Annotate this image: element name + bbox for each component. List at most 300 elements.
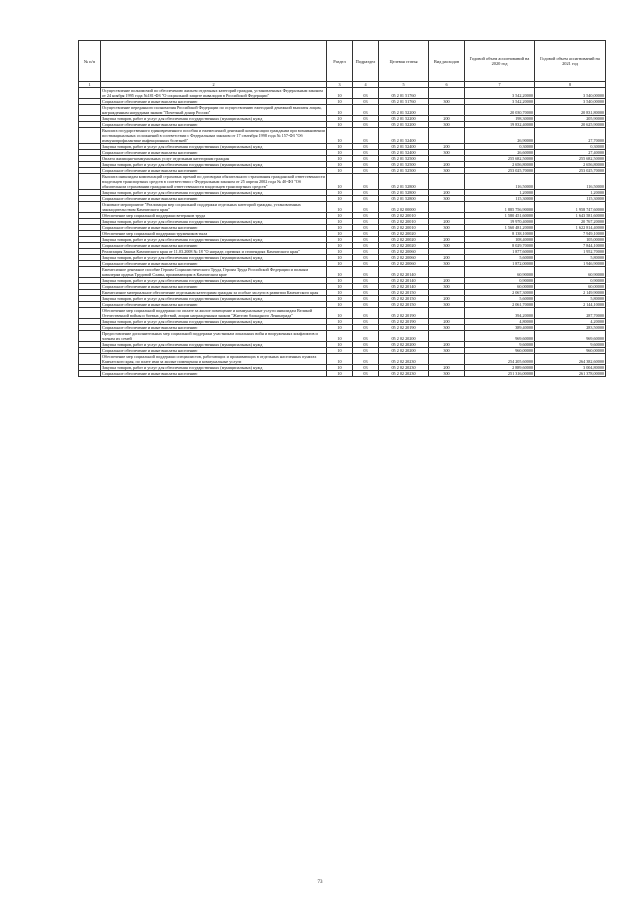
podrazdel-cell: 03 (353, 122, 379, 128)
podrazdel-cell: 03 (353, 128, 379, 144)
amount-2021-cell: 960,00000 (535, 348, 606, 354)
podrazdel-cell: 03 (353, 296, 379, 302)
vr-cell: 200 (429, 278, 465, 284)
row-name-cell: Выплата инвалидам компенсаций страховых премий по договорам обязательного страхования гражданской ответственности владельцев транспортных средств в соответствии с Федеральным законом от 25 апреля 2002 года № 40-ФЗ "Об обязательном страховании гражданской ответственности владельцев транспортных средств" (102, 174, 325, 189)
razdel-cell: 10 (327, 144, 353, 150)
podrazdel-cell: 03 (353, 225, 379, 231)
podrazdel-cell: 03 (353, 365, 379, 371)
row-name-cell: Социальное обеспечение и иные выплаты населению (101, 122, 327, 128)
column-number: 8 (535, 82, 606, 88)
budget-table-page (78, 40, 605, 377)
vr-cell: 200 (429, 296, 465, 302)
amount-2021-cell: 105,00000 (535, 237, 606, 243)
vr-cell: 300 (429, 302, 465, 308)
table-row (79, 128, 606, 144)
amount-2020-cell: 60,90000 (465, 267, 535, 278)
amount-2020-cell: 255 682,50000 (465, 156, 535, 162)
csr-cell: 05 2 01 52800 (379, 196, 429, 202)
amount-2021-cell: 1 643 581,60000 (535, 213, 606, 219)
table-row (79, 105, 606, 116)
amount-2021-cell: 27,40000 (535, 150, 606, 156)
csr-cell: 05 2 02 20200 (379, 342, 429, 348)
podrazdel-cell: 03 (353, 255, 379, 261)
csr-cell: 05 2 02 20150 (379, 296, 429, 302)
csr-cell: 05 2 02 20150 (379, 290, 429, 296)
csr-cell: 05 2 02 20140 (379, 267, 429, 278)
table-row (79, 202, 606, 213)
vr-cell: 300 (429, 99, 465, 105)
column-number: 1 (79, 82, 101, 88)
amount-2021-cell: 287,70000 (535, 308, 606, 319)
amount-2021-cell: 969,60000 (535, 331, 606, 342)
row-name-cell: Предоставление дополнительных мер социальной поддержки участникам локальных войн и вооруженных конфликтов и членам их семей (101, 331, 327, 342)
row-number-cell (79, 371, 101, 377)
amount-2020-cell: 116,50000 (465, 174, 535, 190)
podrazdel-cell: 03 (353, 174, 379, 190)
csr-cell: 05 2 01 51760 (379, 88, 429, 99)
amount-2021-cell: 7 949,10000 (535, 231, 606, 237)
vr-cell: 200 (429, 144, 465, 150)
razdel-cell: 10 (327, 168, 353, 174)
row-name-cell: Закупка товаров, работ и услуг для обеспечения государственных (муниципальных) нужд (101, 237, 327, 243)
vr-cell (429, 105, 465, 116)
vr-cell: 200 (429, 237, 465, 243)
amount-2021-cell: 261 378,00000 (535, 371, 606, 377)
csr-cell: 05 2 02 20140 (379, 284, 429, 290)
vr-cell: 300 (429, 225, 465, 231)
col-num-header: № п/п (79, 41, 101, 82)
row-number-cell (79, 174, 101, 190)
csr-cell: 05 2 01 52200 (379, 122, 429, 128)
table-row (79, 331, 606, 342)
amount-2020-cell: 26,90000 (465, 128, 535, 144)
razdel-cell: 10 (327, 249, 353, 255)
csr-cell: 05 2 02 20190 (379, 325, 429, 331)
podrazdel-cell: 03 (353, 261, 379, 267)
csr-cell: 05 2 02 20190 (379, 308, 429, 319)
amount-2021-cell: 255 682,50000 (535, 156, 606, 162)
podrazdel-cell: 03 (353, 190, 379, 196)
amount-2020-cell: 3 542,20000 (465, 88, 535, 99)
podrazdel-cell: 03 (353, 249, 379, 255)
podrazdel-cell: 03 (353, 278, 379, 284)
row-name-cell: Социальное обеспечение и иные выплаты населению (101, 99, 327, 105)
amount-2021-cell: 0,90000 (535, 278, 606, 284)
csr-cell: 05 2 01 52200 (379, 105, 429, 116)
vr-cell: 300 (429, 348, 465, 354)
razdel-cell: 10 (327, 354, 353, 365)
table-row (79, 267, 606, 278)
amount-2021-cell: 3 540,00000 (535, 99, 606, 105)
col-name-header (101, 41, 327, 82)
razdel-cell: 10 (327, 342, 353, 348)
amount-2021-cell: 205,90000 (535, 116, 606, 122)
amount-2021-cell: 2 144,10000 (535, 302, 606, 308)
csr-cell: 05 2 02 20140 (379, 278, 429, 284)
row-number-cell (79, 331, 101, 342)
amount-2020-cell: 19 832,40000 (465, 122, 535, 128)
row-name-cell: Закупка товаров, работ и услуг для обеспечения государственных (муниципальных) нужд (101, 190, 327, 196)
vr-cell (429, 354, 465, 365)
razdel-cell: 10 (327, 202, 353, 213)
amount-2020-cell: 3 542,20000 (465, 99, 535, 105)
row-name-cell: Оплата жилищно-коммунальных услуг отдельным категориям граждан (101, 156, 327, 162)
amount-2021-cell: 5,80000 (535, 296, 606, 302)
razdel-cell: 10 (327, 99, 353, 105)
podrazdel-cell: 03 (353, 331, 379, 342)
amount-2021-cell: 264 382,60000 (535, 354, 606, 365)
row-number-cell (79, 128, 101, 144)
vr-cell (429, 202, 465, 213)
podrazdel-cell: 03 (353, 348, 379, 354)
razdel-cell: 10 (327, 190, 353, 196)
row-number-cell (79, 267, 101, 278)
amount-2021-cell: 1 946,90000 (535, 261, 606, 267)
amount-2020-cell: 4,80000 (465, 319, 535, 325)
row-name-cell: Закупка товаров, работ и услуг для обеспечения государственных (муниципальных) нужд (101, 219, 327, 225)
razdel-cell: 10 (327, 331, 353, 342)
table-row (79, 174, 606, 190)
razdel-cell: 10 (327, 278, 353, 284)
row-name-cell: Основное мероприятие "Реализация мер социальной поддержки отдельных категорий граждан, установленных законодательством Камчатского края" (101, 202, 327, 213)
csr-cell: 05 2 02 20190 (379, 319, 429, 325)
csr-cell: 05 2 01 52500 (379, 156, 429, 162)
row-name-cell: Обеспечение мер социальной поддержки тружеников тыла (101, 231, 327, 237)
amount-2020-cell: 20 030,70000 (465, 105, 535, 116)
row-name-cell: Реализация Закона Камчатского края от 11.03.2008 № 18 "О награде, премиях и стипендиях Камчатского края" (101, 249, 327, 255)
amount-2020-cell: 9,60000 (465, 342, 535, 348)
razdel-cell: 10 (327, 302, 353, 308)
amount-2020-cell: 5,60000 (465, 296, 535, 302)
razdel-cell: 10 (327, 128, 353, 144)
row-number-cell (79, 88, 101, 99)
razdel-cell: 10 (327, 261, 353, 267)
razdel-cell: 10 (327, 325, 353, 331)
podrazdel-cell: 03 (353, 284, 379, 290)
column-number: 5 (379, 82, 429, 88)
razdel-cell: 10 (327, 237, 353, 243)
row-name-cell: Социальное обеспечение и иные выплаты населению (101, 225, 327, 231)
csr-cell: 05 2 02 20060 (379, 249, 429, 255)
amount-2020-cell: 2 061,70000 (465, 302, 535, 308)
amount-2021-cell: 1 622 814,40000 (535, 225, 606, 231)
razdel-cell: 10 (327, 348, 353, 354)
csr-cell: 05 2 01 52800 (379, 174, 429, 190)
csr-cell: 05 2 02 20200 (379, 331, 429, 342)
table-row (79, 354, 606, 365)
razdel-cell: 10 (327, 225, 353, 231)
razdel-cell: 10 (327, 219, 353, 225)
podrazdel-cell: 03 (353, 105, 379, 116)
table-row (79, 88, 606, 99)
csr-cell: 05 2 02 20020 (379, 237, 429, 243)
vr-cell (429, 88, 465, 99)
vr-cell: 300 (429, 371, 465, 377)
podrazdel-cell: 03 (353, 354, 379, 365)
podrazdel-cell: 03 (353, 302, 379, 308)
vr-cell: 300 (429, 122, 465, 128)
vr-cell: 200 (429, 190, 465, 196)
csr-cell: 05 2 02 20060 (379, 255, 429, 261)
vr-cell: 300 (429, 150, 465, 156)
razdel-cell: 10 (327, 105, 353, 116)
razdel-cell: 10 (327, 162, 353, 168)
row-name-cell: Ежемесячное материальное обеспечение отдельным категориям граждан за особые заслуги в развитии Камчатского края (101, 290, 327, 296)
amount-2020-cell: 2 889,60000 (465, 365, 535, 371)
podrazdel-cell: 03 (353, 150, 379, 156)
podrazdel-cell: 03 (353, 116, 379, 122)
amount-2020-cell: 1 580 451,60000 (465, 213, 535, 219)
col-razdel-header: Раздел (327, 41, 353, 82)
amount-2020-cell: 5,60000 (465, 255, 535, 261)
podrazdel-cell: 03 (353, 290, 379, 296)
amount-2020-cell: 1,20000 (465, 190, 535, 196)
row-name-cell: Закупка товаров, работ и услуг для обеспечения государственных (муниципальных) нужд (101, 116, 327, 122)
amount-2020-cell: 19 970,40000 (465, 219, 535, 225)
vr-cell (429, 308, 465, 319)
vr-cell: 200 (429, 255, 465, 261)
podrazdel-cell: 03 (353, 371, 379, 377)
amount-2021-cell: 7 844,10000 (535, 243, 606, 249)
razdel-cell: 10 (327, 88, 353, 99)
csr-cell: 05 2 01 52800 (379, 190, 429, 196)
razdel-cell: 10 (327, 284, 353, 290)
amount-2020-cell: 254 205,60000 (465, 354, 535, 365)
amount-2021-cell: 2 149,90000 (535, 290, 606, 296)
amount-2020-cell: 1 560 481,20000 (465, 225, 535, 231)
csr-cell: 05 2 01 52500 (379, 168, 429, 174)
vr-cell: 200 (429, 116, 465, 122)
csr-cell: 05 2 02 00000 (379, 202, 429, 213)
vr-cell (429, 174, 465, 190)
razdel-cell: 10 (327, 174, 353, 190)
csr-cell: 05 2 01 52200 (379, 116, 429, 122)
podrazdel-cell: 03 (353, 243, 379, 249)
razdel-cell: 10 (327, 290, 353, 296)
table-row (79, 371, 606, 377)
row-name-cell: Социальное обеспечение и иные выплаты населению (101, 168, 327, 174)
row-name-cell: Социальное обеспечение и иные выплаты населению (101, 261, 327, 267)
podrazdel-cell: 03 (353, 342, 379, 348)
row-name-cell: Социальное обеспечение и иные выплаты населению (101, 325, 327, 331)
amount-2021-cell: 2 656,80000 (535, 162, 606, 168)
row-name-cell: Осуществление полномочий по обеспечению жильем отдельных категорий граждан, установленных Федеральным законом от 24 ноября 1995 года №181-ФЗ "О социальной защите инвалидов в Российской Федерации" (101, 88, 327, 99)
table-row (79, 308, 606, 319)
csr-cell: 05 2 02 20200 (379, 348, 429, 354)
amount-2020-cell: 1 885 756,90000 (465, 202, 535, 213)
amount-2021-cell: 0,30000 (535, 144, 606, 150)
amount-2021-cell: 20 831,80000 (535, 105, 606, 116)
row-name-cell: Социальное обеспечение и иные выплаты населению (101, 284, 327, 290)
csr-cell: 05 2 02 20230 (379, 354, 429, 365)
amount-2021-cell: 115,30000 (535, 196, 606, 202)
razdel-cell: 10 (327, 308, 353, 319)
podrazdel-cell: 03 (353, 99, 379, 105)
csr-cell: 05 2 02 20230 (379, 371, 429, 377)
row-name-cell: Закупка товаров, работ и услуг для обеспечения государственных (муниципальных) нужд (101, 365, 327, 371)
col-vr-header: Вид расходов (429, 41, 465, 82)
amount-2020-cell: 0,30000 (465, 144, 535, 150)
vr-cell: 300 (429, 168, 465, 174)
row-name-cell: Социальное обеспечение и иные выплаты населению (101, 243, 327, 249)
csr-cell: 05 2 01 51760 (379, 99, 429, 105)
amount-2020-cell: 251 316,00000 (465, 371, 535, 377)
row-name-cell: Обеспечение мер социальной поддержки по оплате за жилое помещение и коммунальные услуги инвалидам Великой Отечественной войны и боевых действий, лицам награжденным знаком "Жителю блокадного Ленинграда" (101, 308, 327, 319)
razdel-cell: 10 (327, 213, 353, 219)
podrazdel-cell: 03 (353, 237, 379, 243)
column-number: 2 (101, 82, 327, 88)
column-number: 4 (353, 82, 379, 88)
row-name-cell: Закупка товаров, работ и услуг для обеспечения государственных (муниципальных) нужд (101, 162, 327, 168)
row-name-cell: Обеспечение мер социальной поддержки специалистов, работающих и проживающих в отдельных населенных пунктах Камчатского края, по плате ими за жилые помещения и коммунальные услуги (101, 354, 327, 365)
page-number: 73 (317, 880, 323, 885)
col-2021-header: Годовой объем ассигнований на 2021 год (535, 41, 606, 82)
amount-2021-cell: 4,20000 (535, 319, 606, 325)
podrazdel-cell: 03 (353, 162, 379, 168)
csr-cell: 05 2 02 20010 (379, 213, 429, 219)
podrazdel-cell: 03 (353, 196, 379, 202)
vr-cell: 300 (429, 261, 465, 267)
csr-cell: 05 2 01 52400 (379, 128, 429, 144)
amount-2020-cell: 0,90000 (465, 278, 535, 284)
amount-2020-cell: 253 025,70000 (465, 168, 535, 174)
podrazdel-cell: 03 (353, 231, 379, 237)
row-number-cell (79, 105, 101, 116)
podrazdel-cell: 03 (353, 219, 379, 225)
amount-2020-cell: 115,30000 (465, 196, 535, 202)
amount-2021-cell: 20 625,90000 (535, 122, 606, 128)
razdel-cell: 10 (327, 371, 353, 377)
razdel-cell: 10 (327, 231, 353, 237)
row-name-cell: Ежемесячное денежное пособие Героям Социалистического Труда, Героям Труда Российской Федерации и полным кавалерам ордена Трудовой Славы, проживающим в Камчатском крае (101, 267, 327, 278)
row-name-cell: Закупка товаров, работ и услуг для обеспечения государственных (муниципальных) нужд (101, 296, 327, 302)
razdel-cell: 10 (327, 156, 353, 162)
vr-cell: 300 (429, 325, 465, 331)
vr-cell: 300 (429, 196, 465, 202)
razdel-cell: 10 (327, 255, 353, 261)
row-name-cell: Социальное обеспечение и иные выплаты населению (101, 302, 327, 308)
vr-cell: 200 (429, 219, 465, 225)
razdel-cell: 10 (327, 116, 353, 122)
row-name-cell: Выплата государственного единовременного пособия и ежемесячной денежной компенсации гражданам при возникновении поствакцинальных осложнений в соответствии с Федеральным законом от 17 сентября 1998 года № 157-ФЗ "Об иммунопрофилактике инфекционных болезней" (102, 128, 325, 143)
razdel-cell: 10 (327, 150, 353, 156)
amount-2020-cell: 1 872,00000 (465, 261, 535, 267)
row-name-cell: Закупка товаров, работ и услуг для обеспечения государственных (муниципальных) нужд (101, 144, 327, 150)
csr-cell: 05 2 01 52500 (379, 162, 429, 168)
row-name-cell: Закупка товаров, работ и услуг для обеспечения государственных (муниципальных) нужд (101, 278, 327, 284)
razdel-cell: 10 (327, 267, 353, 278)
amount-2020-cell: 960,00000 (465, 348, 535, 354)
row-name-cell: Социальное обеспечение и иные выплаты населению (101, 196, 327, 202)
vr-cell: 200 (429, 342, 465, 348)
amount-2021-cell: 1 952,70000 (535, 249, 606, 255)
vr-cell: 200 (429, 365, 465, 371)
row-name-cell: Закупка товаров, работ и услуг для обеспечения государственных (муниципальных) нужд (101, 319, 327, 325)
amount-2021-cell: 60,90000 (535, 267, 606, 278)
razdel-cell: 10 (327, 319, 353, 325)
column-number: 7 (465, 82, 535, 88)
vr-cell: 300 (429, 284, 465, 290)
amount-2020-cell: 394,20000 (465, 308, 535, 319)
amount-2020-cell: 969,60000 (465, 331, 535, 342)
amount-2021-cell: 3 004,80000 (535, 365, 606, 371)
amount-2021-cell: 1 958 747,60000 (535, 202, 606, 213)
amount-2020-cell: 2 067,30000 (465, 290, 535, 296)
amount-2020-cell: 1 877,60000 (465, 249, 535, 255)
amount-2020-cell: 26,60000 (465, 150, 535, 156)
table-body (79, 88, 606, 377)
column-number: 3 (327, 82, 353, 88)
amount-2021-cell: 3 540,00000 (535, 88, 606, 99)
col-podrazdel-header: Подраздел (353, 41, 379, 82)
amount-2021-cell: 20 767,20000 (535, 219, 606, 225)
csr-cell: 05 2 02 20020 (379, 243, 429, 249)
csr-cell: 05 2 01 52400 (379, 144, 429, 150)
row-number-cell (79, 354, 101, 365)
amount-2021-cell: 9,60000 (535, 342, 606, 348)
col-2020-header: Годовой объем ассигнований на 2020 год (465, 41, 535, 82)
vr-cell (429, 331, 465, 342)
amount-2020-cell: 60,00000 (465, 284, 535, 290)
amount-2020-cell: 389,40000 (465, 325, 535, 331)
row-number-cell (79, 202, 101, 213)
podrazdel-cell: 03 (353, 308, 379, 319)
amount-2020-cell: 108,40000 (465, 237, 535, 243)
table-header (79, 41, 606, 82)
amount-2021-cell: 116,50000 (535, 174, 606, 190)
podrazdel-cell: 03 (353, 267, 379, 278)
podrazdel-cell: 03 (353, 213, 379, 219)
vr-cell (429, 267, 465, 278)
razdel-cell: 10 (327, 296, 353, 302)
podrazdel-cell: 03 (353, 202, 379, 213)
vr-cell: 200 (429, 162, 465, 168)
amount-2021-cell: 283,50000 (535, 325, 606, 331)
amount-2021-cell: 27,70000 (535, 128, 606, 144)
razdel-cell: 10 (327, 122, 353, 128)
podrazdel-cell: 03 (353, 156, 379, 162)
razdel-cell: 10 (327, 196, 353, 202)
amount-2020-cell: 198,30000 (465, 116, 535, 122)
csr-cell: 05 2 02 20020 (379, 231, 429, 237)
amount-2020-cell: 8 138,10000 (465, 231, 535, 237)
razdel-cell: 10 (327, 365, 353, 371)
amount-2020-cell: 8 029,70000 (465, 243, 535, 249)
amount-2021-cell: 60,00000 (535, 284, 606, 290)
row-number-cell (79, 308, 101, 319)
vr-cell: 200 (429, 319, 465, 325)
razdel-cell: 10 (327, 243, 353, 249)
row-name-cell: Закупка товаров, работ и услуг для обеспечения государственных (муниципальных) нужд (101, 255, 327, 261)
amount-2020-cell: 2 656,80000 (465, 162, 535, 168)
row-name-cell: Обеспечение мер социальной поддержки ветеранов труда (101, 213, 327, 219)
podrazdel-cell: 03 (353, 168, 379, 174)
budget-table (78, 40, 606, 377)
row-name-cell: Социальное обеспечение и иные выплаты населению (101, 371, 327, 377)
csr-cell: 05 2 02 20230 (379, 365, 429, 371)
podrazdel-cell: 03 (353, 144, 379, 150)
vr-cell: 300 (429, 243, 465, 249)
column-number: 6 (429, 82, 465, 88)
row-name-cell: Закупка товаров, работ и услуг для обеспечения государственных (муниципальных) нужд (101, 342, 327, 348)
amount-2021-cell: 1,20000 (535, 190, 606, 196)
amount-2021-cell: 5,80000 (535, 255, 606, 261)
csr-cell: 05 2 01 52400 (379, 150, 429, 156)
csr-cell: 05 2 02 20060 (379, 261, 429, 267)
csr-cell: 05 2 02 20010 (379, 225, 429, 231)
podrazdel-cell: 03 (353, 319, 379, 325)
vr-cell (429, 128, 465, 144)
